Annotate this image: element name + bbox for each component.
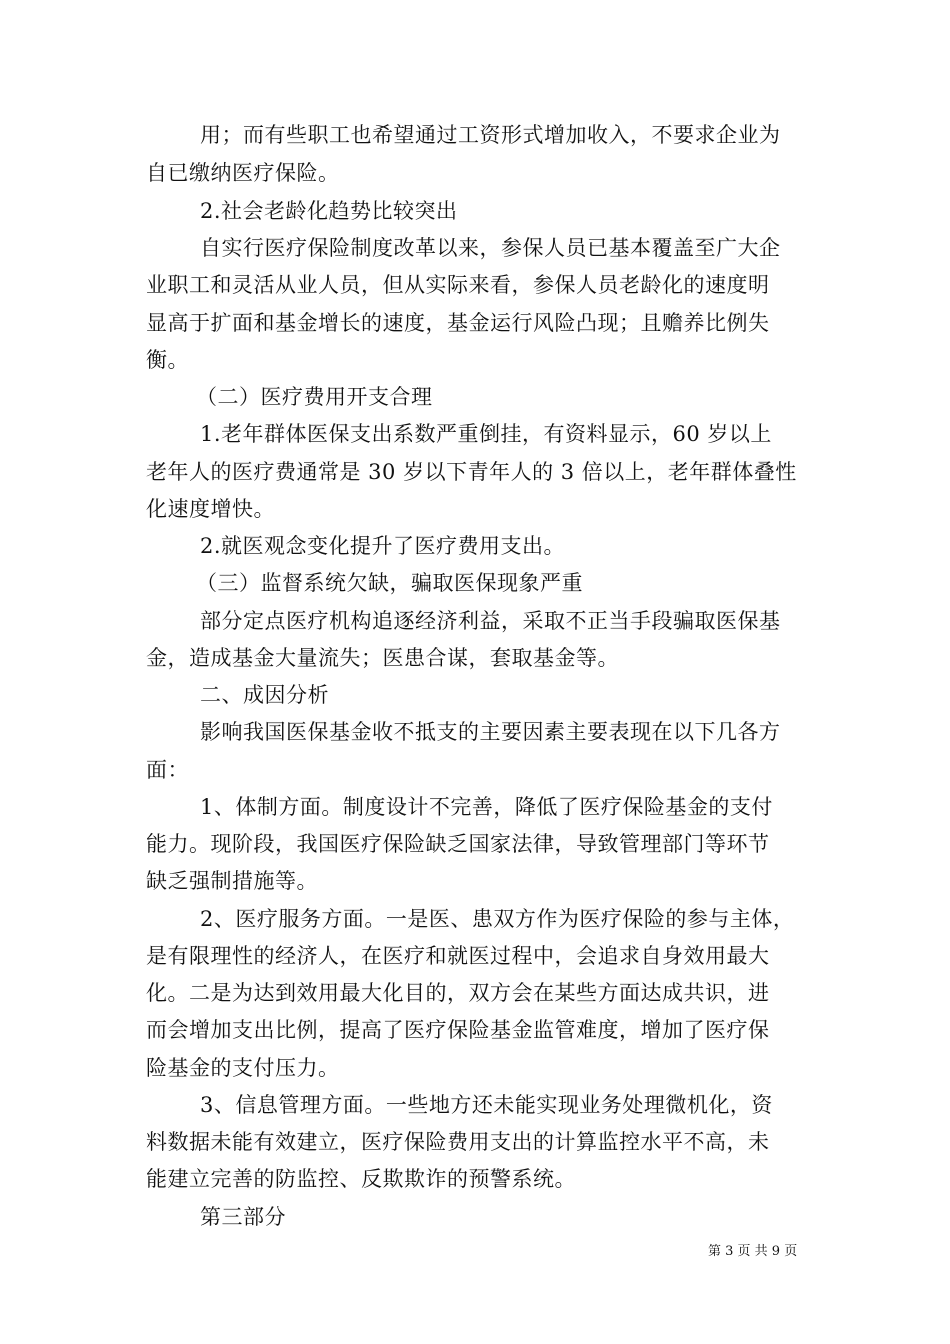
- text-line: 面：: [146, 758, 189, 782]
- section-heading: 第三部分: [200, 1205, 286, 1229]
- text-line: 3、信息管理方面。一些地方还未能实现业务处理微机化，资: [200, 1093, 773, 1117]
- text-line: 能建立完善的防监控、反欺欺诈的预警系统。: [146, 1167, 576, 1191]
- text-line: 自已缴纳医疗保险。: [146, 161, 340, 185]
- text-line: 而会增加支出比例，提高了医疗保险基金监管难度，增加了医疗保: [146, 1018, 770, 1042]
- text-line: 衡。: [146, 348, 189, 372]
- text-line: 自实行医疗保险制度改革以来，参保人员已基本覆盖至广大企: [200, 236, 781, 260]
- section-heading: 2.社会老龄化趋势比较突出: [200, 199, 458, 223]
- text-line: 金，造成基金大量流失；医患合谋，套取基金等。: [146, 646, 619, 670]
- text-line: 1.老年群体医保支出系数严重倒挂，有资料显示，60 岁以上: [200, 422, 772, 446]
- text-line: 影响我国医保基金收不抵支的主要因素主要表现在以下几各方: [200, 720, 781, 744]
- section-heading: 二、成因分析: [200, 683, 329, 707]
- text-line: 2.就医观念变化提升了医疗费用支出。: [200, 534, 566, 558]
- text-line: 部分定点医疗机构追逐经济利益，采取不正当手段骗取医保基: [200, 609, 781, 633]
- text-line: 化。二是为达到效用最大化目的，双方会在某些方面达成共识，进: [146, 981, 770, 1005]
- text-line: 显高于扩面和基金增长的速度，基金运行风险凸现；且赡养比例失: [146, 311, 770, 335]
- text-line: 化速度增快。: [146, 497, 275, 521]
- text-line: 是有限理性的经济人，在医疗和就医过程中，会追求自身效用最大: [146, 944, 770, 968]
- text-line: 缺乏强制措施等。: [146, 869, 318, 893]
- section-heading: （二）医疗费用开支合理: [196, 385, 433, 409]
- text-line: 2、医疗服务方面。一是医、患双方作为医疗保险的参与主体，: [200, 907, 795, 931]
- text-line: 能力。现阶段，我国医疗保险缺乏国家法律，导致管理部门等环节: [146, 832, 770, 856]
- text-line: 用；而有些职工也希望通过工资形式增加收入，不要求企业为: [200, 123, 781, 147]
- text-line: 1、体制方面。制度设计不完善，降低了医疗保险基金的支付: [200, 795, 773, 819]
- text-line: 老年人的医疗费通常是 30 岁以下青年人的 3 倍以上，老年群体叠性: [146, 460, 797, 484]
- text-line: 料数据未能有效建立，医疗保险费用支出的计算监控水平不高，未: [146, 1130, 770, 1154]
- section-heading: （三）监督系统欠缺，骗取医保现象严重: [196, 571, 583, 595]
- text-line: 业职工和灵活从业人员，但从实际来看，参保人员老龄化的速度明: [146, 273, 770, 297]
- page-number: 第 3 页 共 9 页: [708, 1244, 798, 1259]
- text-line: 险基金的支付压力。: [146, 1056, 340, 1080]
